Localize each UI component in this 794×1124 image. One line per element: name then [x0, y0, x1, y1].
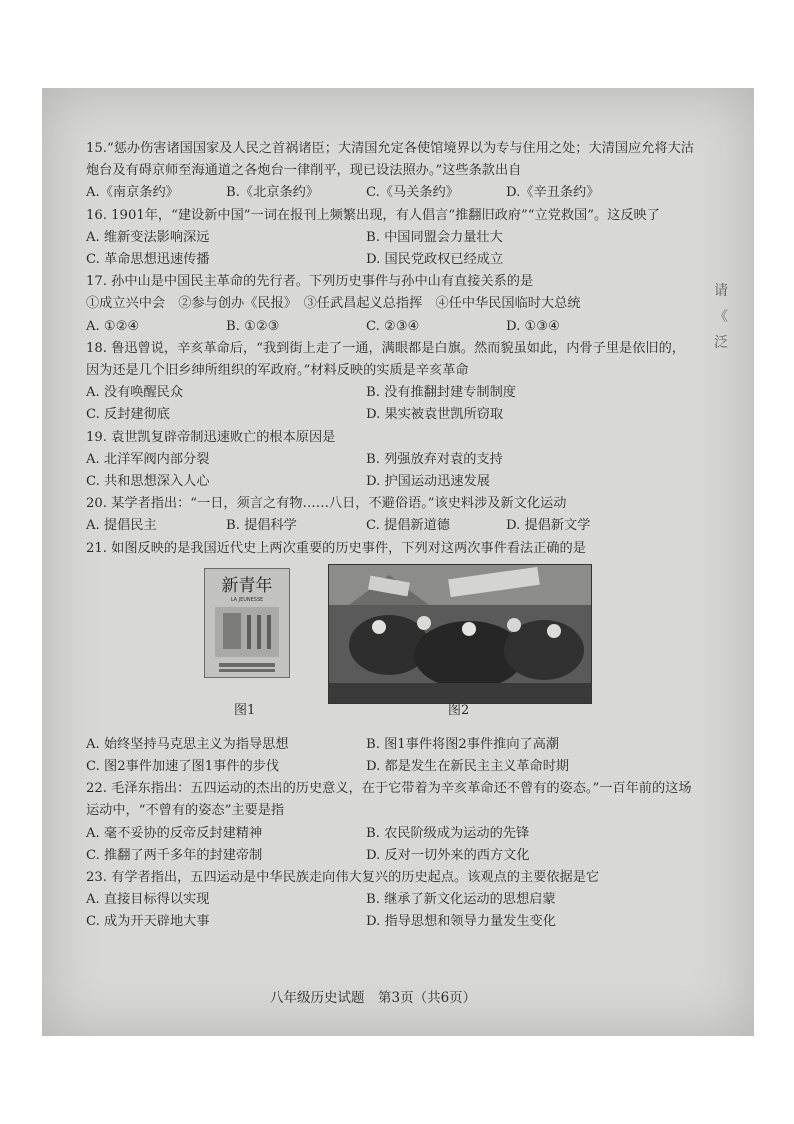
figure-2-protest-scene — [328, 564, 592, 704]
option-b[interactable]: B. 图1事件将图2事件推向了高潮 — [366, 736, 560, 752]
option-a[interactable]: A. ①②④ — [86, 318, 140, 334]
options — [86, 734, 698, 778]
options — [86, 823, 698, 867]
option-d[interactable]: D. 护国运动迅速发展 — [366, 474, 490, 490]
option-d[interactable]: D. 指导思想和领导力量发生变化 — [366, 914, 556, 930]
question-stem: 17. 孙中山是中国民主革命的先行者。下列历史事件与孙中山有直接关系的是 — [86, 274, 534, 290]
option-b[interactable]: B. 没有推翻封建专制制度 — [366, 385, 516, 401]
option-d[interactable]: D. 果实被袁世凯所窃取 — [366, 407, 504, 423]
figure-1-caption: 图1 — [234, 702, 256, 718]
option-a[interactable]: A. 北洋军阀内部分裂 — [86, 451, 210, 467]
options — [86, 316, 698, 338]
option-b[interactable]: B. 提倡科学 — [226, 518, 297, 534]
protest-illustration — [329, 565, 591, 703]
figure-2-caption: 图2 — [448, 702, 470, 718]
option-b[interactable]: B. 中国同盟会力量壮大 — [366, 229, 503, 245]
question-20 — [86, 493, 698, 537]
option-c[interactable]: C. 革命思想迅速传播 — [86, 252, 210, 268]
option-d[interactable]: D.《辛丑条约》 — [506, 185, 600, 201]
option-b[interactable]: B. 继承了新文化运动的思想启蒙 — [366, 892, 556, 908]
option-a[interactable]: A. 始终坚持马克思主义为指导思想 — [86, 736, 289, 752]
magazine-cover-image — [205, 569, 289, 677]
option-b[interactable]: B.《北京条约》 — [226, 185, 320, 201]
option-c[interactable]: C. 提倡新道德 — [366, 518, 450, 534]
option-a[interactable]: A. 没有唤醒民众 — [86, 385, 184, 401]
options — [86, 182, 698, 204]
question-stem: 19. 袁世凯复辟帝制迅速败亡的根本原因是 — [86, 429, 336, 445]
option-a[interactable]: A. 毫不妥协的反帝反封建精神 — [86, 825, 263, 841]
option-a[interactable]: A. 直接目标得以实现 — [86, 892, 210, 908]
option-d[interactable]: D. 国民党政权已经成立 — [366, 252, 504, 268]
question-18 — [86, 338, 698, 427]
option-b[interactable]: B. 列强放弃对袁的支持 — [366, 451, 503, 467]
figure-1-magazine-cover — [204, 568, 290, 678]
option-c[interactable]: C. 反封建彻底 — [86, 407, 170, 423]
question-stem: 18. 鲁迅曾说，辛亥革命后，“我到街上走了一通，满眼都是白旗。然而貌虽如此，内骨子里是依旧的，因为还是几个旧乡绅所组织的军政府。”材料反映的实质是辛亥革命 — [86, 340, 685, 379]
question-21 — [86, 538, 698, 779]
option-b[interactable]: B. ①②③ — [226, 318, 280, 334]
options — [86, 227, 698, 271]
question-15 — [86, 138, 698, 205]
question-stem: 22. 毛泽东指出：五四运动的杰出的历史意义，在于它带着为辛亥革命还不曾有的姿态。”一百年前的这场运动中，“不曾有的姿态”主要是指 — [86, 781, 692, 819]
page-footer: 八年级历史试题 第3页（共6页） — [270, 990, 477, 1006]
question-stem: 21. 如图反映的是我国近代史上两次重要的历史事件，下列对这两次事件看法正确的是 — [86, 540, 586, 556]
options — [86, 515, 698, 537]
question-16 — [86, 205, 698, 272]
option-d[interactable]: D. 反对一切外来的西方文化 — [366, 847, 530, 863]
question-items: ①成立兴中会 ②参与创办《民报》 ③任武昌起义总指挥 ④任中华民国临时大总统 — [86, 296, 581, 312]
questions-area — [86, 138, 698, 934]
option-c[interactable]: C.《马关条约》 — [366, 185, 459, 201]
option-c[interactable]: C. 推翻了两千多年的封建帝制 — [86, 847, 263, 863]
question-stem: 20. 某学者指出：“一日，须言之有物……八日，不避俗语。”该史料涉及新文化运动 — [86, 496, 567, 512]
edge-char: 请 — [714, 283, 728, 299]
question-17 — [86, 271, 698, 338]
question-stem: 15.“惩办伤害诸国国家及人民之首祸诸臣；大清国允定各使馆境界以为专与住用之处；大清国应允将大沽炮台及有碍京师至海通道之各炮台一律削平，现已设法照办。”这些条款出自 — [86, 141, 694, 179]
option-a[interactable]: A. 提倡民主 — [86, 518, 157, 534]
magazine-title: 新青年 — [221, 575, 273, 596]
option-d[interactable]: D. 提倡新文学 — [506, 518, 591, 534]
option-c[interactable]: C. 图2事件加速了图1事件的步伐 — [86, 759, 280, 775]
option-c[interactable]: C. ②③④ — [366, 318, 420, 334]
option-a[interactable]: A.《南京条约》 — [86, 185, 179, 201]
question-stem: 23. 有学者指出，五四运动是中华民族走向伟大复兴的历史起点。该观点的主要依据是它 — [86, 870, 600, 886]
adjacent-page-edge — [714, 278, 754, 488]
option-c[interactable]: C. 共和思想深入人心 — [86, 474, 210, 490]
option-b[interactable]: B. 农民阶级成为运动的先锋 — [366, 825, 530, 841]
edge-char: 《 — [714, 309, 728, 325]
edge-char: 泛 — [714, 335, 728, 351]
figures — [86, 564, 698, 734]
options — [86, 889, 698, 933]
option-c[interactable]: C. 成为开天辟地大事 — [86, 914, 210, 930]
options — [86, 449, 698, 493]
option-d[interactable]: D. 都是发生在新民主主义革命时期 — [366, 759, 570, 775]
question-23 — [86, 867, 698, 934]
magazine-subtitle: LA JEUNESSE — [230, 596, 264, 603]
option-a[interactable]: A. 维新变法影响深远 — [86, 229, 210, 245]
question-22 — [86, 778, 698, 867]
question-19 — [86, 427, 698, 494]
question-stem: 16. 1901年，“建设新中国”一词在报刊上频繁出现，有人倡言“推翻旧政府”“立党救国”。这反映了 — [86, 207, 660, 223]
option-d[interactable]: D. ①③④ — [506, 318, 560, 334]
options — [86, 382, 698, 426]
